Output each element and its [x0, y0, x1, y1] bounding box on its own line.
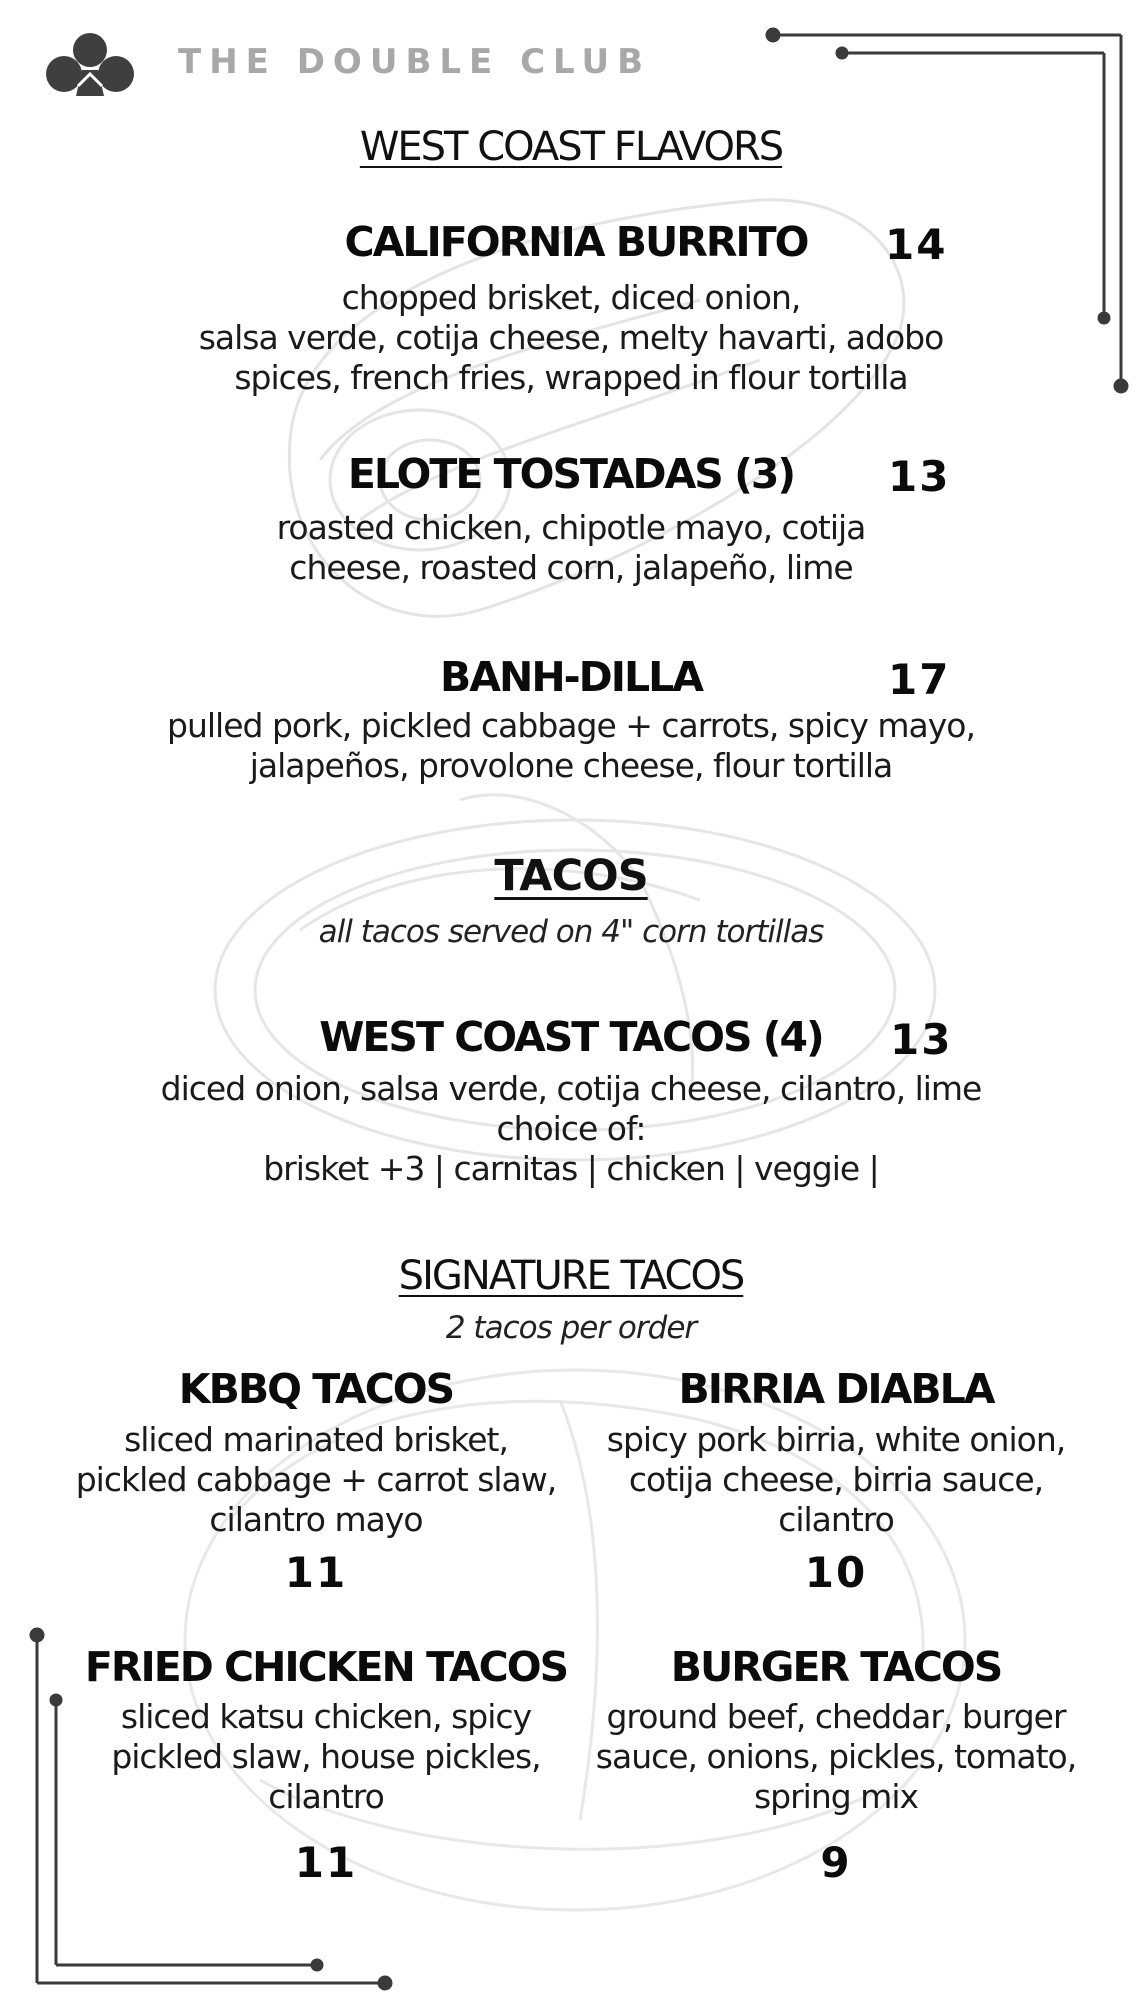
item-desc-birria-diabla: spicy pork birria, white onion, cotija cheese, birria sauce, cilantro: [606, 1420, 1066, 1539]
club-suit-icon: [42, 30, 138, 100]
item-title-banh-dilla: BANH-DILLA: [440, 653, 702, 701]
section-title-west-coast: WEST COAST FLAVORS: [359, 124, 783, 170]
item-desc-california-burrito: chopped brisket, diced onion, salsa verde, cotija cheese, melty havarti, adobo spices, french fries, wrapped in flour tortilla: [198, 278, 944, 397]
item-desc-elote-tostadas: roasted chicken, chipotle mayo, cotija cheese, roasted corn, jalapeño, lime: [276, 508, 866, 587]
item-title-elote-tostadas: ELOTE TOSTADAS (3): [347, 450, 795, 498]
item-title-burger-tacos: BURGER TACOS: [670, 1643, 1002, 1691]
item-desc-west-coast-tacos: diced onion, salsa verde, cotija cheese, cilantro, lime choice of: brisket +3 | carnitas | chicken | veggie |: [160, 1069, 982, 1188]
item-title-kbbq-tacos: KBBQ TACOS: [178, 1365, 454, 1413]
item-title-california-burrito: CALIFORNIA BURRITO: [344, 218, 808, 266]
item-price-fried-chicken-tacos: 11: [294, 1838, 358, 1887]
item-price-west-coast-tacos: 13: [890, 1015, 953, 1064]
item-title-fried-chicken-tacos: FRIED CHICKEN TACOS: [84, 1643, 568, 1691]
tacos-subtitle: all tacos served on 4" corn tortillas: [318, 914, 824, 950]
signature-subtitle: 2 tacos per order: [445, 1310, 697, 1346]
item-price-california-burrito: 14: [885, 220, 948, 269]
item-price-elote-tostadas: 13: [888, 452, 951, 501]
item-title-birria-diabla: BIRRIA DIABLA: [678, 1365, 994, 1413]
item-desc-fried-chicken-tacos: sliced katsu chicken, spicy pickled slaw, house pickles, cilantro: [111, 1697, 541, 1816]
item-title-west-coast-tacos: WEST COAST TACOS (4): [319, 1013, 823, 1061]
item-price-birria-diabla: 10: [804, 1548, 868, 1597]
item-desc-burger-tacos: ground beef, cheddar, burger sauce, onions, pickles, tomato, spring mix: [595, 1697, 1077, 1816]
item-price-burger-tacos: 9: [820, 1838, 852, 1887]
item-desc-banh-dilla: pulled pork, pickled cabbage + carrots, spicy mayo, jalapeños, provolone cheese, flour tortilla: [167, 706, 975, 785]
item-desc-kbbq-tacos: sliced marinated brisket, pickled cabbage + carrot slaw, cilantro mayo: [75, 1420, 557, 1539]
item-price-kbbq-tacos: 11: [284, 1548, 348, 1597]
section-title-signature-tacos: SIGNATURE TACOS: [398, 1253, 744, 1299]
section-title-tacos: TACOS: [494, 851, 648, 901]
item-price-banh-dilla: 17: [888, 655, 951, 704]
brand-name: THE DOUBLE CLUB: [178, 42, 652, 82]
